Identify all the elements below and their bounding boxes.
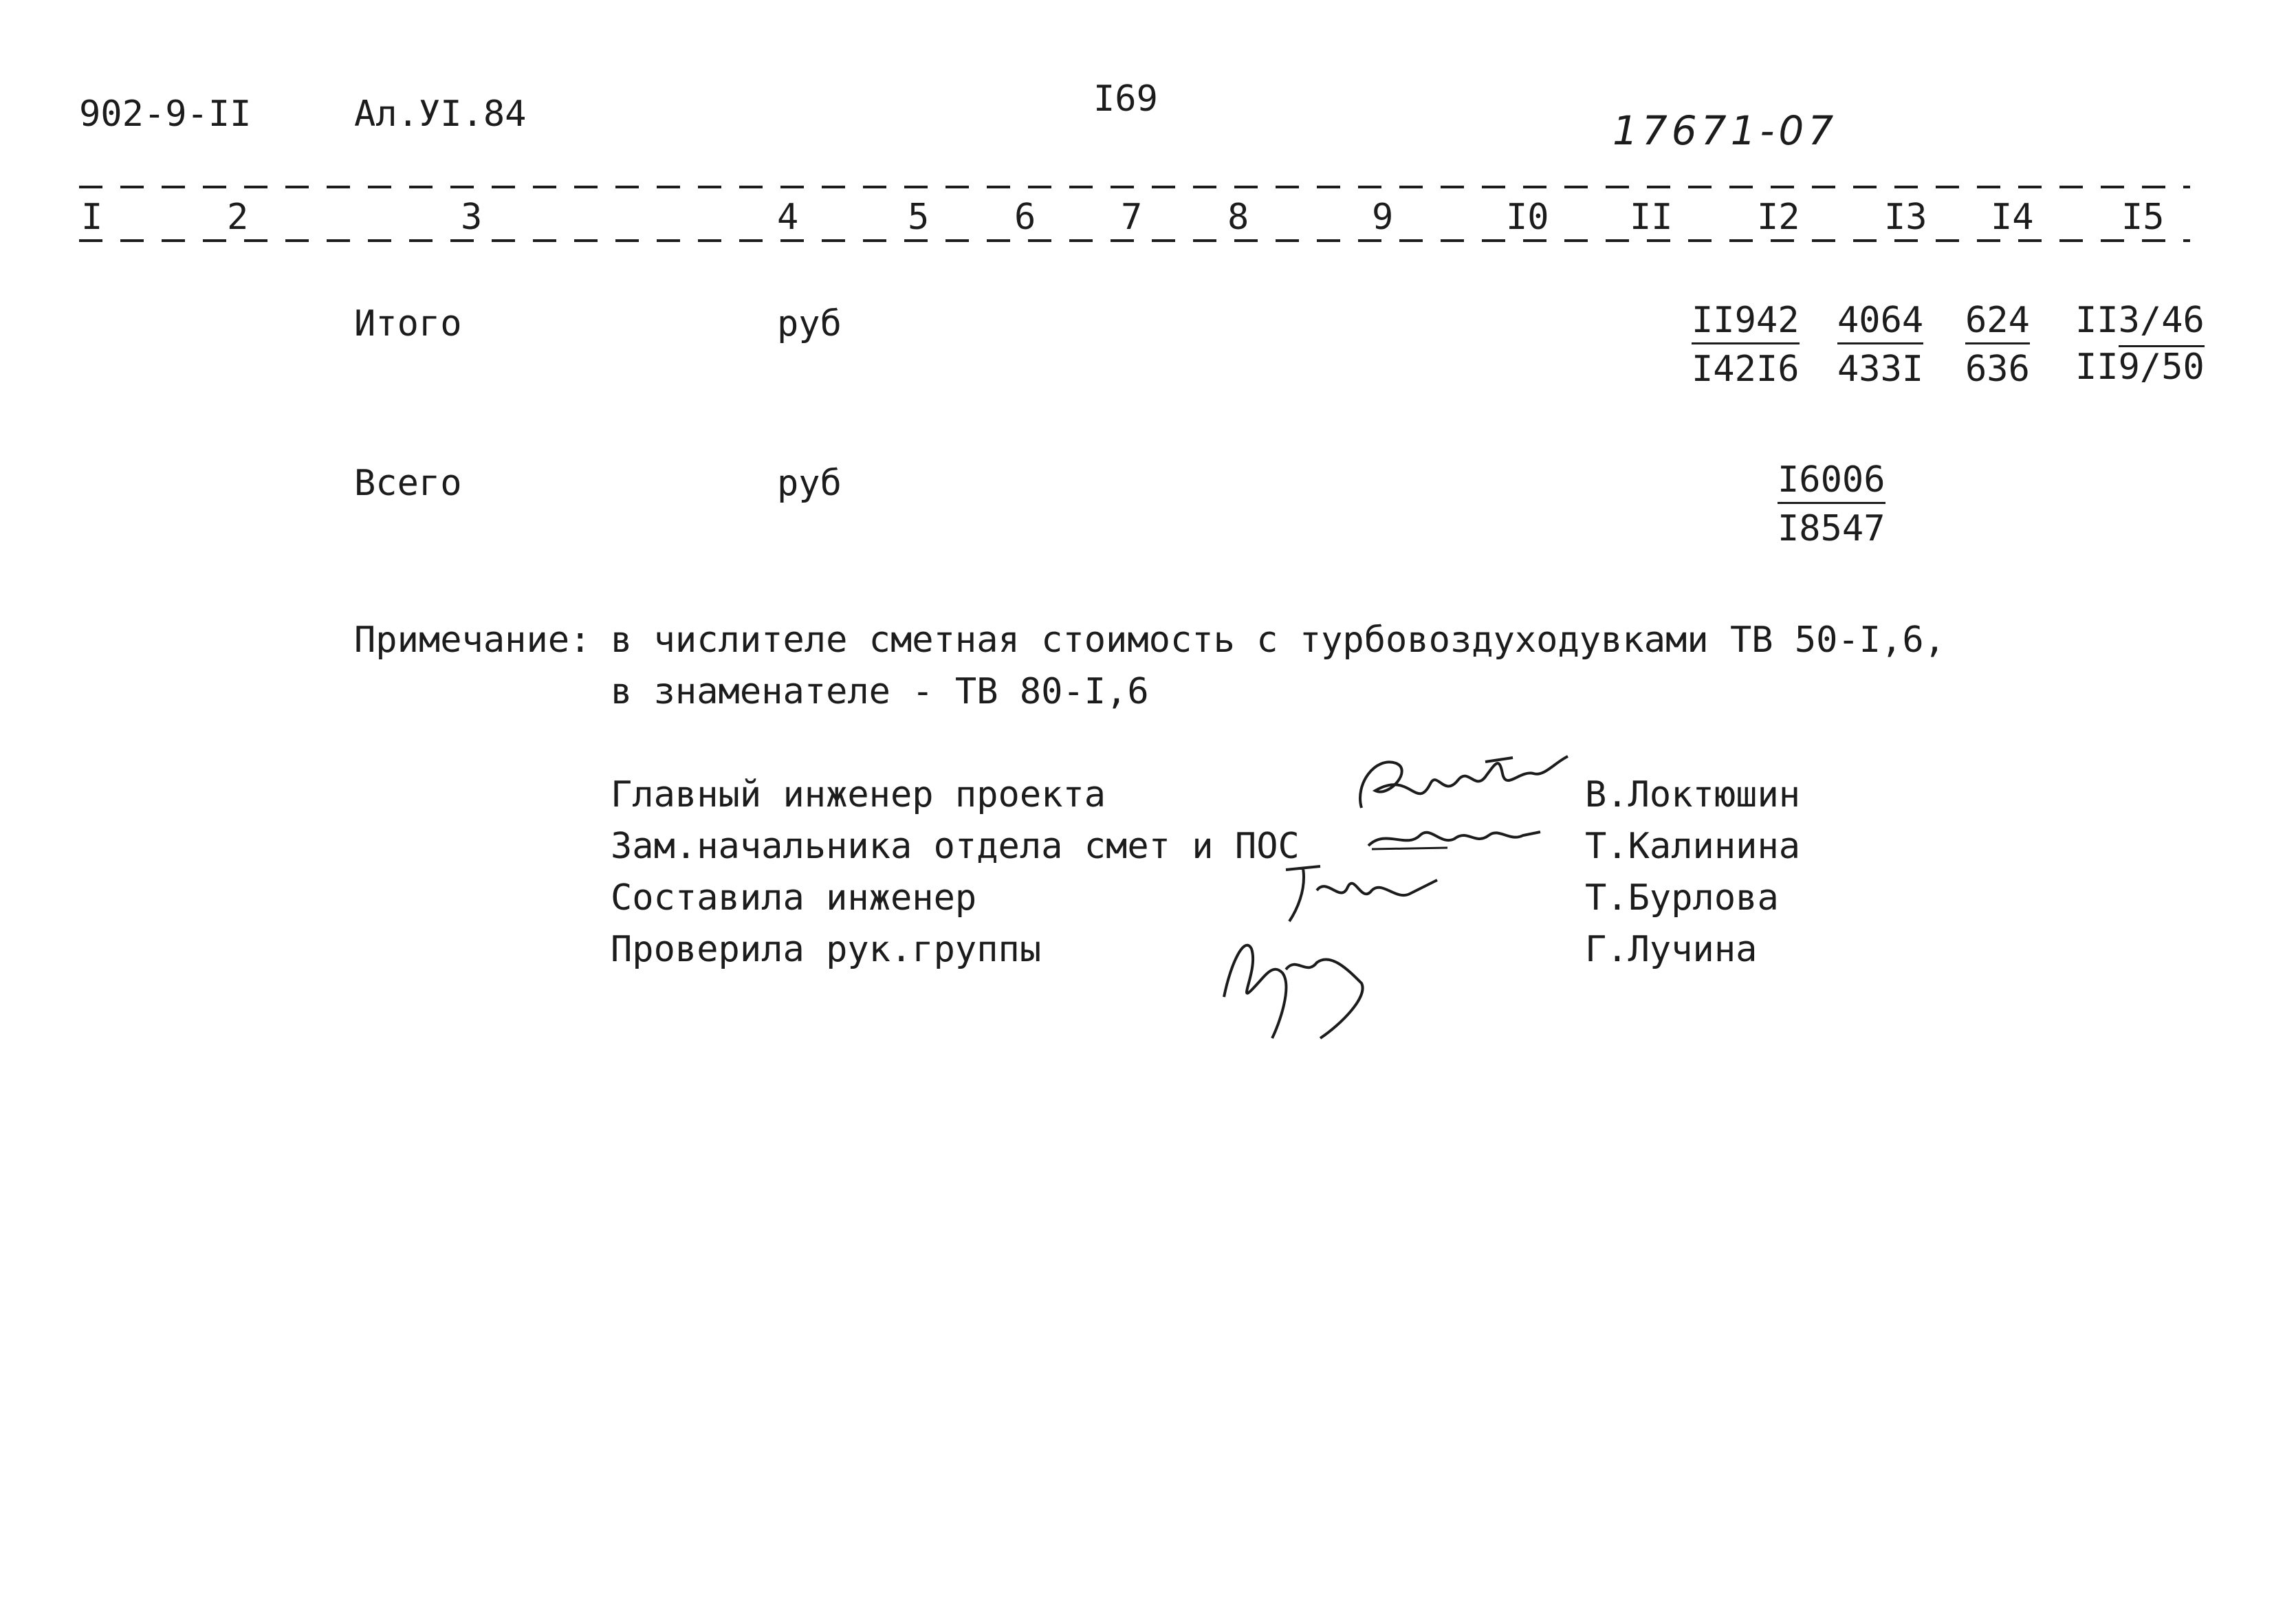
signature-position: Главный инженер проекта bbox=[611, 774, 1106, 815]
column-number: I5 bbox=[2121, 197, 2165, 238]
signature-name: Т.Бурлова bbox=[1585, 877, 1779, 919]
denominator: 433I bbox=[1837, 349, 1924, 390]
header-rule-bottom bbox=[79, 239, 2190, 242]
column-number: 7 bbox=[1121, 197, 1143, 238]
handwritten-signature-3 bbox=[1279, 863, 1444, 925]
header-rule-top bbox=[79, 186, 2190, 188]
album-code: Ал.УI.84 bbox=[354, 94, 527, 135]
numerator-prefix: II bbox=[2075, 300, 2119, 341]
column-number: 6 bbox=[1014, 197, 1036, 238]
column-number: 8 bbox=[1227, 197, 1249, 238]
column-number: 5 bbox=[908, 197, 930, 238]
numerator: II942 bbox=[1692, 303, 1800, 344]
signature-name: Г.Лучина bbox=[1585, 929, 1758, 970]
handwritten-signature-2 bbox=[1365, 815, 1544, 856]
note-line-2: в знаменателе - ТВ 80-I,6 bbox=[611, 671, 1149, 712]
denominator: II9/50 bbox=[2075, 347, 2205, 388]
column-number: 2 bbox=[227, 197, 249, 238]
column-number: 4 bbox=[777, 197, 799, 238]
column-number: 9 bbox=[1372, 197, 1394, 238]
signature-position: Проверила рук.группы bbox=[611, 929, 1042, 970]
column-number: I0 bbox=[1506, 197, 1549, 238]
denominator: I8547 bbox=[1778, 508, 1885, 549]
column-number: I bbox=[81, 197, 103, 238]
itogo-value-col13 bbox=[1837, 300, 1924, 390]
itogo-unit: руб bbox=[777, 303, 842, 344]
signature-name: Т.Калинина bbox=[1585, 826, 1801, 867]
series-code: 902-9-II bbox=[79, 94, 252, 135]
signature-name: В.Локтюшин bbox=[1585, 774, 1801, 815]
numerator: I6006 bbox=[1778, 462, 1885, 504]
column-number: I4 bbox=[1991, 197, 2034, 238]
itogo-value-col15 bbox=[2075, 300, 2205, 388]
denominator: 636 bbox=[1965, 349, 2030, 390]
vsego-value bbox=[1778, 459, 1885, 549]
vsego-label: Всего bbox=[354, 463, 462, 504]
itogo-value-col12 bbox=[1692, 300, 1800, 390]
inventory-number: 17671-07 bbox=[1612, 107, 1838, 154]
column-number: I3 bbox=[1884, 197, 1927, 238]
denominator: I42I6 bbox=[1692, 349, 1800, 390]
itogo-value-col14 bbox=[1965, 300, 2030, 390]
handwritten-signature-1 bbox=[1348, 743, 1575, 825]
column-number: 3 bbox=[461, 197, 483, 238]
numerator: 3/46 bbox=[2119, 300, 2205, 347]
numerator: 624 bbox=[1965, 303, 2030, 344]
handwritten-signature-4 bbox=[1217, 921, 1375, 1045]
numerator: 4064 bbox=[1837, 303, 1923, 344]
signature-position: Зам.начальника отдела смет и ПОС bbox=[611, 826, 1300, 867]
column-number: I2 bbox=[1757, 197, 1800, 238]
page-number: I69 bbox=[1093, 78, 1158, 120]
signature-position: Составила инженер bbox=[611, 877, 977, 919]
column-number: II bbox=[1630, 197, 1673, 238]
note-label: Примечание: bbox=[354, 619, 591, 661]
itogo-label: Итого bbox=[354, 303, 462, 344]
note-line-1: в числителе сметная стоимость с турбовоздуходувками ТВ 50-I,6, bbox=[611, 619, 1946, 661]
vsego-unit: руб bbox=[777, 463, 842, 504]
